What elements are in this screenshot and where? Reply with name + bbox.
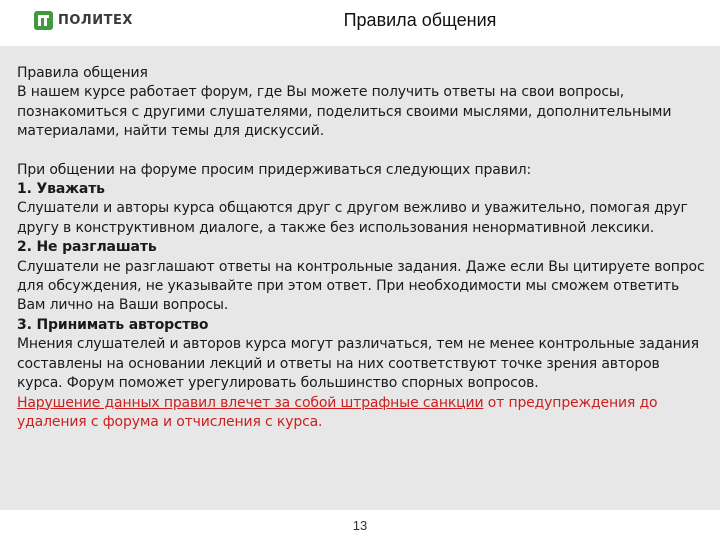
rule-text-2: Слушатели не разглашают ответы на контрольные задания. Даже если Вы цитируете вопрос для обсуждения, не указывайте при этом ответ. При необходимости мы сможем ответить Вам лично на Ваши вопросы.	[17, 258, 705, 314]
logo	[34, 11, 133, 30]
content-box	[0, 46, 720, 510]
rules-intro: При общении на форуме просим придерживаться следующих правил:	[17, 161, 532, 178]
intro-paragraph: В нашем курсе работает форум, где Вы можете получить ответы на свои вопросы, познакомиться с другими слушателями, поделиться своими мыслями, дополнительными материалами, найти темы для дискуссий.	[17, 84, 672, 140]
rule-title-1: 1. Уважать	[17, 181, 105, 198]
content-text	[17, 64, 707, 432]
content-heading: Правила общения	[17, 65, 148, 81]
logo-text: ПОЛИТЕХ	[58, 13, 133, 28]
rule-title-2: 2. Не разглашать	[17, 239, 157, 256]
header-title: Правила общения	[343, 10, 497, 30]
header	[0, 0, 720, 44]
rule-text-1: Слушатели и авторы курса общаются друг с другом вежливо и уважительно, помогая друг другу в конструктивном диалоге, а также без использования ненормативной лексики.	[17, 200, 688, 236]
rule-text-3: Мнения слушателей и авторов курса могут различаться, тем не менее контрольные задания составлены на основании лекций и ответы на них соответствуют точке зрения авторов курса. Форум поможет урегулировать большинство спорных вопросов.	[17, 336, 699, 392]
warning-underlined: Нарушение данных правил влечет за собой штрафные санкции	[17, 394, 484, 411]
footer	[0, 510, 720, 540]
politeh-logo-icon	[34, 11, 53, 30]
warning-rest: от предупреждения до удаления с форума и отчисления с курса.	[17, 394, 658, 430]
warning-paragraph	[17, 394, 707, 433]
page-number: 13	[352, 518, 368, 533]
rule-title-3: 3. Принимать авторство	[17, 316, 209, 333]
